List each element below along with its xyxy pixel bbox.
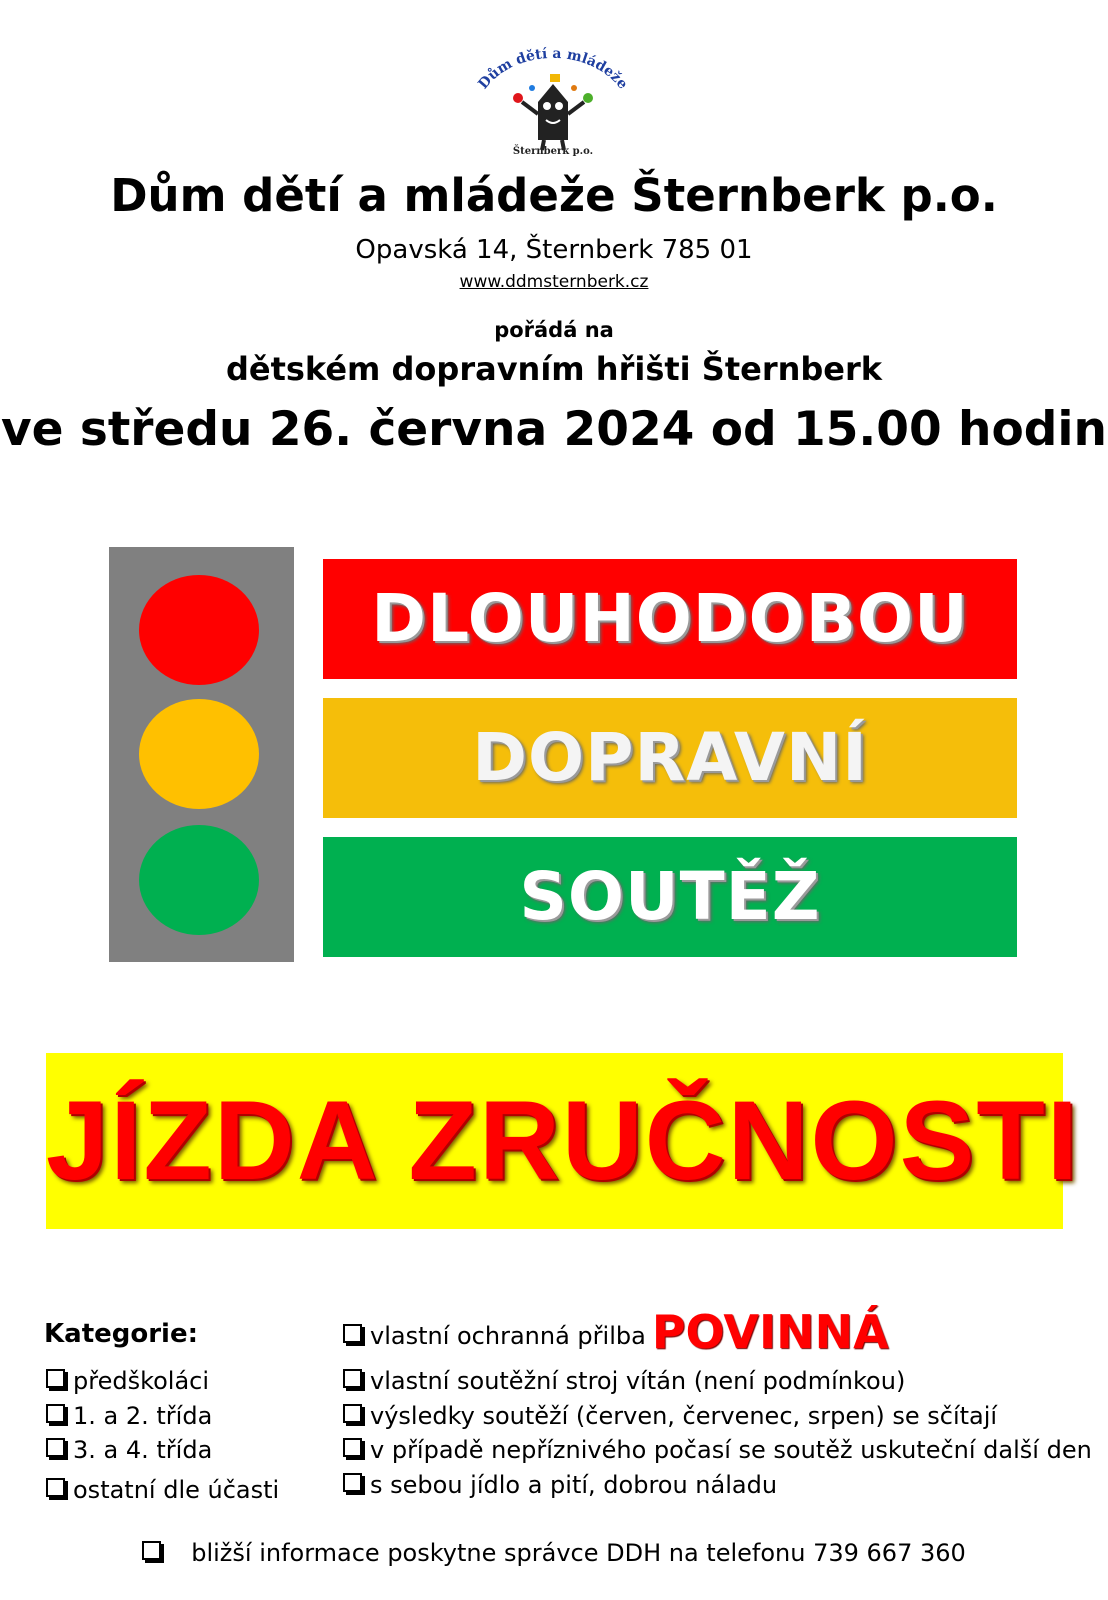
rule-item-helmet [343, 1305, 889, 1359]
checkbox-icon [46, 1478, 65, 1497]
green-light-icon [139, 825, 259, 935]
website-link[interactable] [0, 271, 1108, 293]
skill-ride-banner [46, 1053, 1080, 1229]
organization-title: Dům dětí a mládeže Šternberk p.o. [110, 169, 998, 222]
category-label: předškoláci [73, 1367, 210, 1395]
logo-figure-icon [513, 74, 593, 150]
category-item [46, 1401, 212, 1431]
venue: dětském dopravním hřišti Šternberk [225, 350, 883, 388]
banner-text: JÍZDA ZRUČNOSTI [46, 1078, 1080, 1203]
rule-label: vlastní ochranná přilba [370, 1322, 646, 1350]
logo-arc-text: Dům dětí a mládeže [475, 45, 631, 93]
category-item [46, 1366, 209, 1396]
checkbox-icon [142, 1541, 161, 1560]
checkbox-icon [46, 1404, 65, 1423]
footer-text: bližší informace poskytne správce DDH na telefonu 739 667 360 [191, 1539, 966, 1567]
rule-label: výsledky soutěží (červen, červenec, srpen) se sčítají [370, 1402, 998, 1430]
logo-bottom-text: Šternberk p.o. [512, 146, 594, 157]
checkbox-icon [343, 1324, 362, 1343]
amber-light-icon [139, 699, 259, 809]
red-light-icon [139, 575, 259, 685]
rule-label: vlastní soutěžní stroj vítán (není podmínkou) [370, 1367, 906, 1395]
helmet-required-label: POVINNÁ [651, 1305, 889, 1359]
checkbox-icon [343, 1473, 362, 1492]
website-text[interactable]: www.ddmsternberk.cz [459, 272, 649, 292]
checkbox-icon [46, 1369, 65, 1388]
category-item [46, 1475, 279, 1505]
checkbox-icon [343, 1438, 362, 1457]
category-label: 3. a 4. třída [73, 1436, 213, 1464]
title-bar-red: DLOUHODOBOU [323, 559, 1017, 679]
category-label: ostatní dle účasti [73, 1476, 280, 1504]
checkbox-icon [46, 1438, 65, 1457]
address: Opavská 14, Šternberk 785 01 [355, 235, 753, 265]
rule-item [343, 1366, 905, 1396]
rule-label: s sebou jídlo a pití, dobrou náladu [370, 1471, 778, 1499]
rule-label: v případě nepříznivého počasí se soutěž uskuteční další den [370, 1436, 1092, 1464]
ddm-logo [458, 40, 648, 158]
rule-item [343, 1470, 777, 1500]
checkbox-icon [343, 1404, 362, 1423]
footer-info [0, 1537, 1108, 1569]
traffic-light-icon [109, 547, 294, 962]
event-date: ve středu 26. června 2024 od 15.00 hodin [0, 402, 1107, 457]
title-bar-amber: DOPRAVNÍ [323, 698, 1017, 818]
categories-title: Kategorie: [44, 1319, 198, 1349]
organizes-label: pořádá na [494, 318, 614, 342]
category-label: 1. a 2. třída [73, 1402, 213, 1430]
rule-item [343, 1401, 997, 1431]
title-bar-green: SOUTĚŽ [323, 837, 1017, 957]
checkbox-icon [343, 1369, 362, 1388]
rule-item [343, 1435, 1092, 1465]
category-item [46, 1435, 212, 1465]
